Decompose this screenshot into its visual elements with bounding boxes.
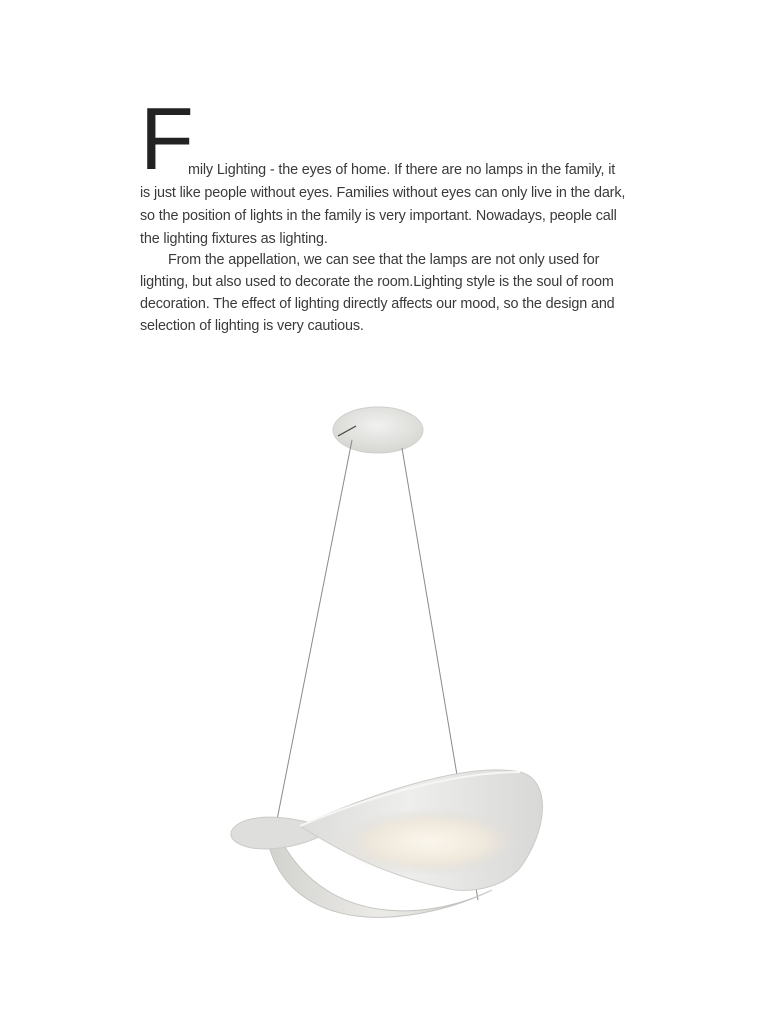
lamp-glow <box>338 808 522 876</box>
text-line-3: so the position of lights in the family is very important. Nowadays, people call <box>140 208 617 224</box>
text-line-6: lighting, but also used to decorate the room.Lighting style is the soul of room <box>140 274 614 290</box>
text-line-8: selection of lighting is very cautious. <box>140 318 364 334</box>
text-line-4: the lighting fixtures as lighting. <box>140 231 328 247</box>
text-line-5: From the appellation, we can see that the lamps are not only used for <box>168 252 600 268</box>
drop-cap: F <box>140 89 194 188</box>
text-line-7: decoration. The effect of lighting directly affects our mood, so the design and <box>140 296 615 312</box>
suspension-wire-left <box>276 440 352 825</box>
pendant-lamp-image <box>0 380 768 1000</box>
text-line-1: mily Lighting - the eyes of home. If there are no lamps in the family, it <box>188 162 616 178</box>
ceiling-canopy <box>333 407 423 453</box>
pendant-lamp-icon <box>0 380 768 1000</box>
text-line-2: is just like people without eyes. Families without eyes can only live in the dark, <box>140 185 626 201</box>
